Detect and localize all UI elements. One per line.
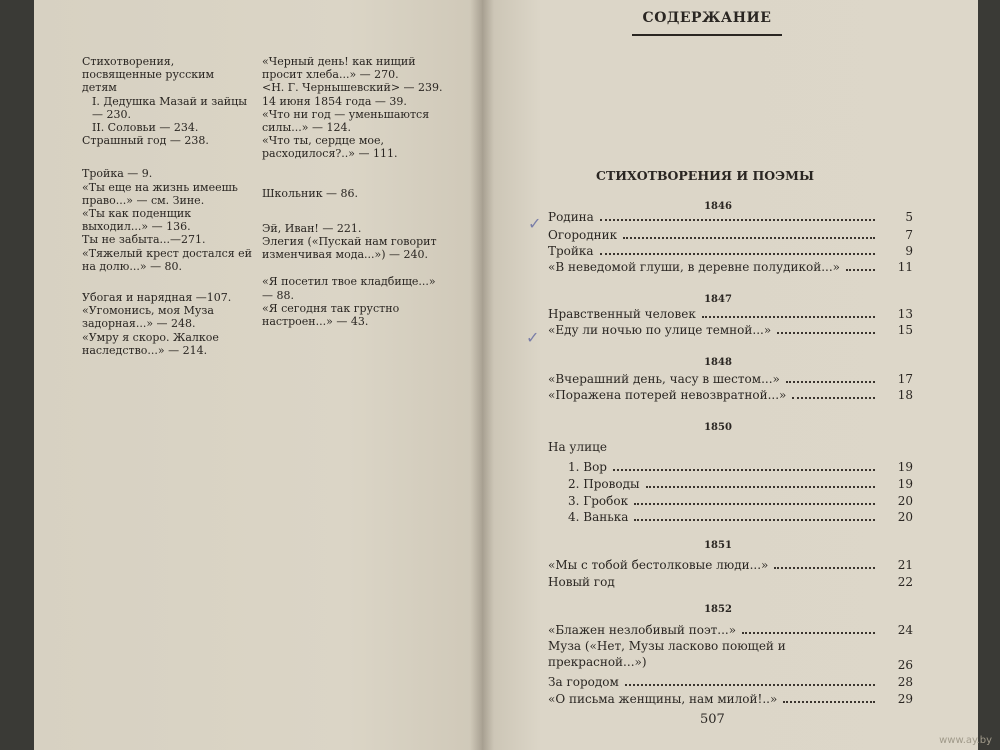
toc-title: 2. Проводы	[568, 477, 640, 491]
toc-page: 22	[897, 575, 913, 589]
leader-dots	[783, 701, 875, 703]
toc-title: Новый год	[548, 575, 615, 589]
pencil-checkmark-icon: ✓	[528, 214, 542, 233]
index-entry: Эй, Иван! — 221.	[262, 221, 362, 235]
toc-row	[548, 673, 913, 689]
toc-row	[548, 258, 913, 274]
year-heading: 1848	[704, 357, 732, 368]
leader-dots	[742, 632, 875, 634]
toc-page: 15	[897, 323, 913, 337]
toc-title: «Поражена потерей невозвратной...»	[548, 388, 787, 402]
index-entry: I. Дедушка Мазай и зайцы — 230.	[92, 94, 247, 121]
index-entry: II. Соловьи — 234.	[92, 121, 199, 135]
leader-dots	[623, 237, 875, 239]
toc-page: 5	[905, 210, 913, 224]
leader-dots	[774, 567, 875, 569]
toc-row	[548, 492, 913, 508]
index-entry: «Угомонись, моя Муза задорная...» — 248.	[82, 304, 214, 331]
toc-row	[548, 690, 913, 706]
year-heading: 1846	[704, 201, 732, 212]
toc-page: 7	[905, 228, 913, 242]
year-heading: 1851	[704, 540, 732, 551]
leader-dots	[702, 316, 875, 318]
toc-title: «В неведомой глуши, в деревне полудикой...»	[548, 260, 840, 274]
year-heading: 1852	[704, 604, 732, 615]
contents-title: СОДЕРЖАНИЕ	[642, 10, 772, 26]
toc-title: Муза («Нет, Музы ласково поющей и прекрасной...»)	[548, 639, 786, 669]
toc-title: Огородник	[548, 228, 618, 242]
index-entry: «Умру я скоро. Жалкое наследство...» — 214.	[82, 330, 219, 357]
toc-row	[548, 226, 913, 242]
toc-page: 28	[897, 675, 913, 689]
leader-dots	[613, 469, 875, 471]
toc-group-heading	[548, 438, 913, 454]
toc-row	[548, 573, 913, 589]
toc-page-row	[548, 656, 913, 672]
pencil-checkmark-icon: ✓	[526, 328, 540, 347]
leader-dots	[600, 219, 875, 221]
leader-dots	[786, 381, 875, 383]
toc-title: «Блажен незлобивый поэт...»	[548, 623, 737, 637]
index-entry: Школьник — 86.	[262, 186, 359, 200]
toc-title: За городом	[548, 675, 619, 689]
toc-title: «Еду ли ночью по улице темной...»	[548, 323, 772, 337]
leader-dots	[846, 269, 875, 271]
toc-title: «О письма женщины, нам милой!..»	[548, 692, 778, 706]
index-column-2	[262, 55, 447, 328]
index-entry: 14 июня 1854 года — 39.	[262, 94, 407, 108]
toc-title: Нравственный человек	[548, 307, 696, 321]
toc-page: 20	[897, 510, 913, 524]
toc-page: 20	[897, 494, 913, 508]
index-entry: «Тяжелый крест достался ей на долю...» — 80.	[82, 246, 253, 273]
index-column-1	[82, 55, 252, 357]
toc-page: 26	[897, 658, 913, 672]
leader-dots	[792, 397, 875, 399]
index-entry: «Черный день! как нищий просит хлеба...» — 270.	[262, 55, 416, 82]
toc-page: 19	[897, 460, 913, 474]
toc-row	[548, 321, 913, 337]
toc-page: 21	[897, 558, 913, 572]
index-entry: Стихотворения, посвященные русским детям	[82, 55, 215, 95]
index-entry: Убогая и нарядная —107.	[82, 291, 232, 305]
leader-dots	[777, 332, 875, 334]
page-number: 507	[700, 712, 725, 727]
year-heading: 1850	[704, 422, 732, 433]
index-entry: <Н. Г. Чернышевский> — 239.	[262, 81, 443, 95]
index-entry: «Я сегодня так грустно настроен...» — 43.	[262, 301, 400, 329]
toc-title: 3. Гробок	[568, 494, 629, 508]
toc-page: 13	[897, 307, 913, 321]
toc-title: Родина	[548, 210, 594, 224]
section-heading: СТИХОТВОРЕНИЯ И ПОЭМЫ	[596, 168, 814, 183]
toc-title: 1. Вор	[568, 460, 607, 474]
index-entry: Страшный год — 238.	[82, 134, 209, 148]
year-heading: 1847	[704, 294, 732, 305]
toc-title: Тройка	[548, 244, 594, 258]
toc-title: На улице	[548, 440, 607, 454]
index-entry: Ты не забыта...—271.	[82, 233, 206, 247]
index-entry: «Ты еще на жизнь имеешь право...» — см. Зине.	[82, 180, 238, 207]
toc-page: 29	[897, 692, 913, 706]
toc-page: 18	[897, 388, 913, 402]
leader-dots	[625, 684, 875, 686]
index-entry: Тройка — 9.	[82, 167, 153, 181]
index-entry: «Что ты, сердце мое, расходилося?..» — 111.	[262, 134, 398, 161]
index-entry: Элегия («Пускай нам говорит изменчивая мода...») — 240.	[262, 235, 437, 262]
toc-row	[548, 556, 913, 572]
toc-title: «Вчерашний день, часу в шестом...»	[548, 372, 780, 386]
leader-dots	[600, 253, 875, 255]
leader-dots	[634, 503, 875, 505]
toc-row	[548, 370, 913, 386]
toc-row	[548, 475, 913, 491]
watermark: www.ay.by	[939, 735, 992, 746]
toc-page: 19	[897, 477, 913, 491]
toc-row	[548, 621, 913, 637]
toc-page: 24	[897, 623, 913, 637]
index-entry: «Ты как поденщик выходил...» — 136.	[82, 207, 192, 234]
toc-row	[548, 242, 913, 258]
title-underline	[632, 34, 782, 36]
index-entry: «Я посетил твое кладбище...» — 88.	[262, 275, 436, 302]
toc-page: 17	[897, 372, 913, 386]
toc-page: 11	[897, 260, 913, 274]
toc-row	[548, 458, 913, 474]
toc-row	[548, 508, 913, 524]
toc-row	[548, 386, 913, 402]
book-gutter	[470, 0, 494, 750]
index-entry: «Что ни год — уменьшаются силы...» — 124.	[262, 107, 430, 135]
leader-dots	[646, 486, 875, 488]
toc-title: 4. Ванька	[568, 510, 629, 524]
toc-page: 9	[905, 244, 913, 258]
toc-title: «Мы с тобой бестолковые люди...»	[548, 558, 769, 572]
toc-row	[548, 305, 913, 321]
leader-dots	[634, 519, 875, 521]
toc-row	[548, 208, 913, 224]
